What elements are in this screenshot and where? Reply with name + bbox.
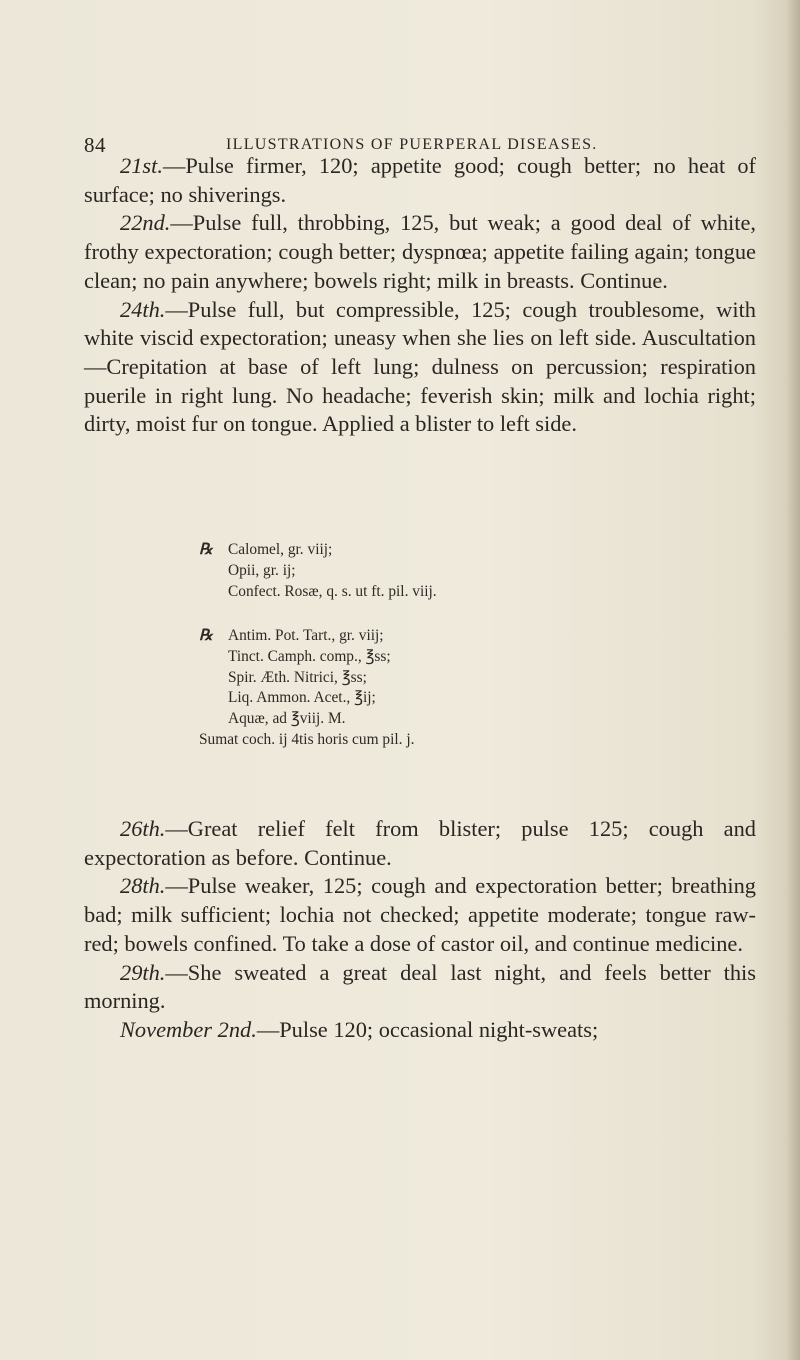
page-edge-shadow [786, 0, 800, 1360]
entry-text: —She sweated a great deal last night, and feels better this morning. [84, 959, 756, 1014]
page-number: 84 [84, 133, 106, 157]
prescription-line: ℞ Calomel, gr. viij; [199, 540, 437, 561]
entry-november-2nd [84, 1016, 756, 1045]
recipe-icon: ℞ [199, 627, 213, 644]
prescription-pills [199, 540, 437, 602]
entry-text: —Pulse weaker, 125; cough and expectoration better; breathing bad; milk sufficient; lochia not checked; appetite moderate; tongue raw-red; bowels confined. To take a dose of castor oil, and continue medicine. [84, 873, 756, 956]
prescription-line: Aquæ, ad ℥viij. M. [228, 710, 346, 728]
entry-text: —Pulse 120; occasional night-sweats; [256, 1016, 599, 1042]
entry-text: —Pulse firmer, 120; appetite good; cough better; no heat of surface; no shiverings. [84, 153, 756, 207]
recipe-icon: ℞ [199, 541, 213, 558]
prescription-line: Tinct. Camph. comp., ℥ss; [228, 647, 391, 665]
entry-21st [84, 152, 756, 209]
entry-text: —Great relief felt from blister; pulse 125; cough and expectoration as before. Continue. [84, 816, 756, 870]
prescription-line: Confect. Rosæ, q. s. ut ft. pil. viij. [228, 582, 437, 600]
entry-date: 22nd. [120, 210, 171, 236]
entry-28th [84, 872, 756, 958]
prescription-line: Opii, gr. ij; [228, 561, 296, 579]
prescription-mixture [199, 626, 414, 751]
entry-text: —Pulse full, throbbing, 125, but weak; a good deal of white, frothy expectoration; cough better; dyspnœa; appetite failing again; tongue clean; no pain anywhere; bowels right; milk in breasts. Continue. [84, 210, 756, 293]
entry-text: —Pulse full, but compressible, 125; cough troublesome, with white viscid expectoration; uneasy when she lies on left side. Auscultation—Crepitation at base of left lung; dulness on percussion; respiration puerile in right lung. No headache; feverish skin; milk and lochia right; dirty, moist fur on tongue. Applied a blister to left side. [84, 296, 756, 437]
entry-date: 26th. [120, 816, 166, 841]
entry-22nd [84, 209, 756, 295]
prescription-line: ℞ Antim. Pot. Tart., gr. viij; [199, 626, 414, 647]
prescription-direction: Sumat coch. ij 4tis horis cum pil. j. [199, 730, 415, 748]
entry-29th [84, 959, 756, 1016]
entry-date: 21st. [120, 153, 163, 178]
entry-date: 28th. [120, 873, 166, 899]
entry-date: 24th. [120, 296, 166, 322]
entry-26th [84, 815, 756, 872]
running-head: ILLUSTRATIONS OF PUERPERAL DISEASES. [226, 136, 598, 153]
entry-date: November 2nd. [120, 1016, 257, 1042]
prescription-line: Liq. Ammon. Acet., ℥ij; [228, 689, 376, 707]
entry-date: 29th. [120, 959, 166, 985]
case-notes-bottom [84, 815, 756, 1045]
case-notes-top [84, 152, 756, 439]
prescription-line: Spir. Æth. Nitrici, ℥ss; [228, 668, 367, 686]
entry-24th [84, 296, 756, 440]
